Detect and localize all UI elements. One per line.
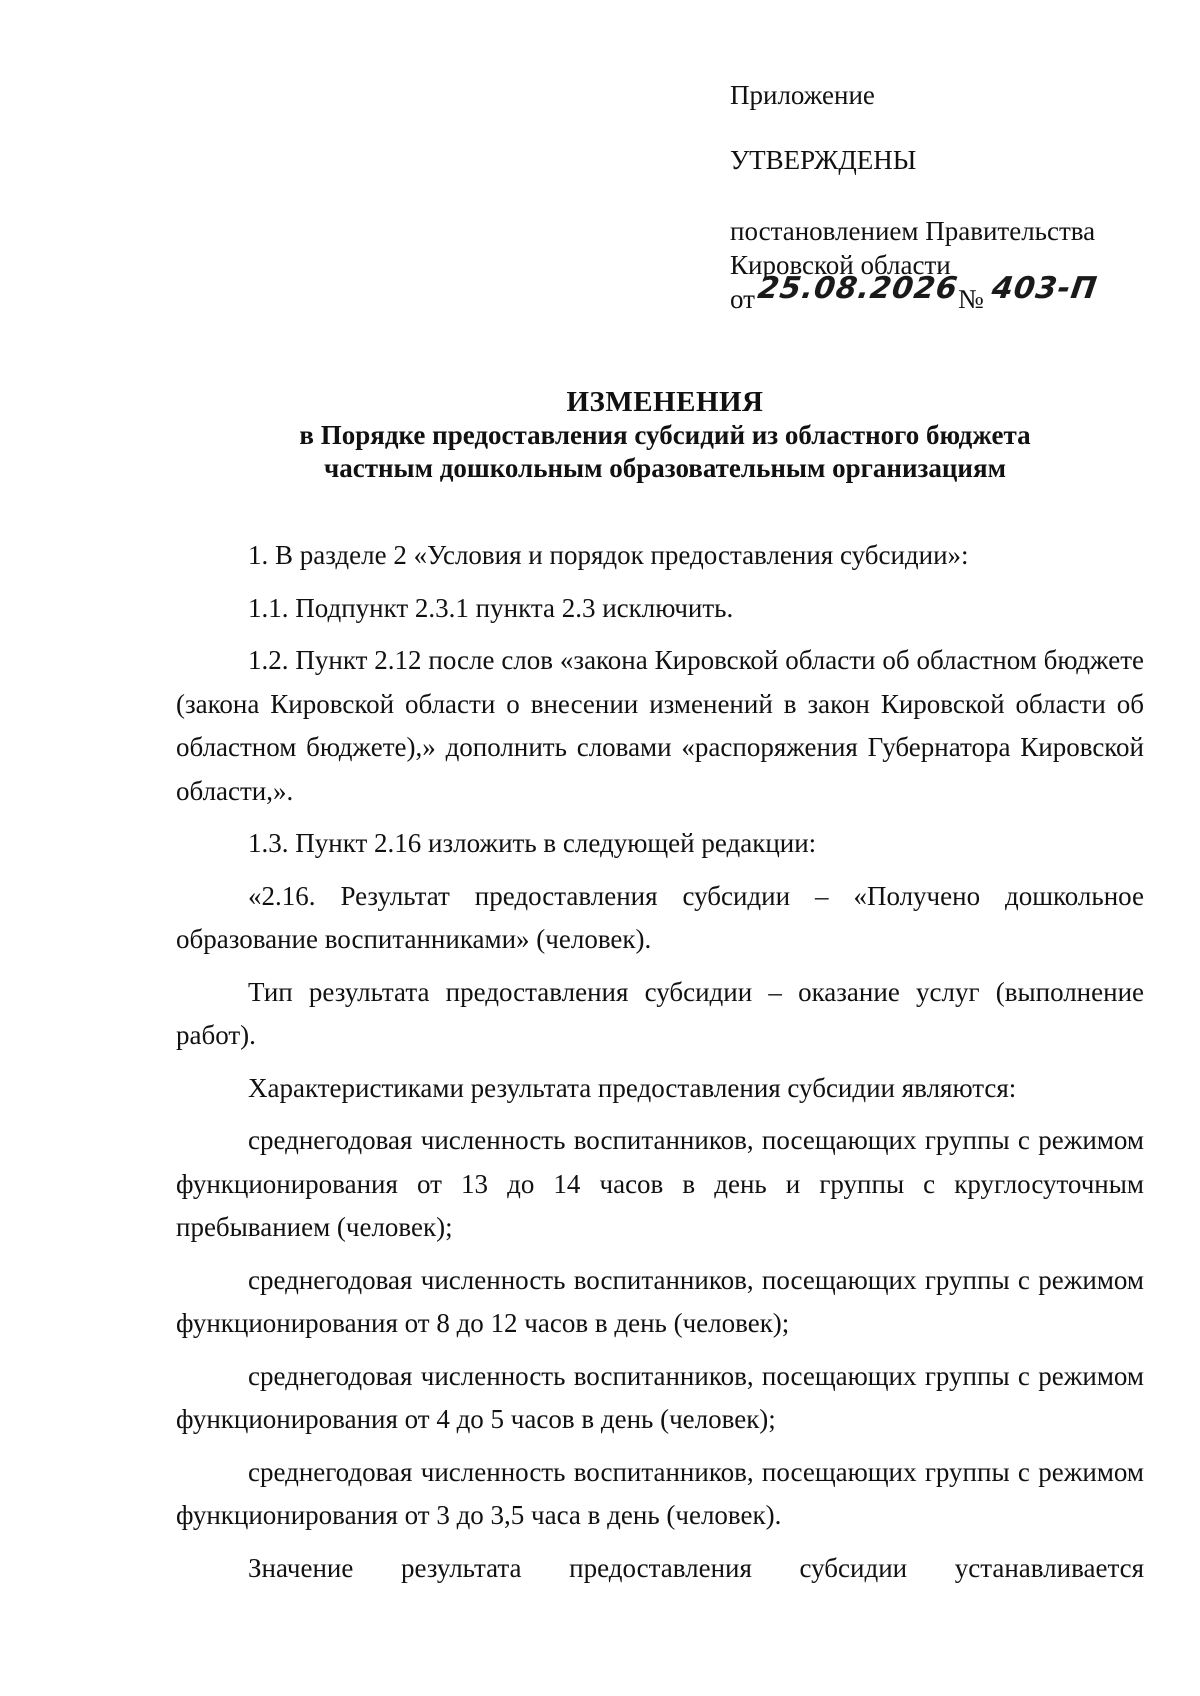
number-prefix: № [958,284,984,314]
paragraph: «2.16. Результат предоставления субсидии – «Получено дошкольное образование воспитанниками» (человек). [176,880,1144,954]
approved-label: УТВЕРЖДЕНЫ [730,145,917,175]
paragraph: среднегодовая численность воспитанников, посещающих группы с режимом функционирования от 13 до 14 часов в день и группы с круглосуточным пребыванием (человек); [176,1125,1144,1242]
handwritten-number: 403-П [989,271,1100,306]
annex-label: Приложение [730,80,875,110]
paragraph: 1.3. Пункт 2.16 изложить в следующей редакции: [248,828,817,858]
title-line-3: частным дошкольным образовательным организациям [324,453,1006,483]
paragraph: Характеристиками результата предоставления субсидии являются: [248,1072,1017,1103]
paragraph: Значение результата предоставления субсидии устанавливается [248,1552,1144,1583]
title-line-2: в Порядке предоставления субсидий из областного бюджета [299,420,1031,450]
paragraph: 1.1. Подпункт 2.3.1 пункта 2.3 исключить. [248,592,734,623]
document-title [150,386,1180,485]
decree-line-1: постановлением Правительства [730,216,1096,246]
paragraph: среднегодовая численность воспитанников, посещающих группы с режимом функционирования от 4 до 5 часов в день (человек); [176,1360,1144,1434]
date-prefix: от [730,284,755,314]
decree-line-2: Кировской области [730,250,951,280]
handwritten-date: 25.08.2026 [755,271,961,306]
title-main: ИЗМЕНЕНИЯ [566,386,764,418]
decree-date-row [730,271,1170,320]
document-body [176,534,1144,1599]
paragraph: Тип результата предоставления субсидии – оказание услуг (выполнение работ). [176,976,1144,1050]
paragraph: среднегодовая численность воспитанников, посещающих группы с режимом функционирования от 3 до 3,5 часа в день (человек). [176,1456,1144,1530]
approval-block [730,78,1170,320]
paragraph: 1. В разделе 2 «Условия и порядок предоставления субсидии»: [248,540,969,570]
paragraph: среднегодовая численность воспитанников, посещающих группы с режимом функционирования от 8 до 12 часов в день (человек); [176,1264,1144,1338]
paragraph: 1.2. Пункт 2.12 после слов «закона Кировской области об областном бюджете (закона Кировской области о внесении изменений в закон Кировской области об областном бюджете),» дополнить словами «распоряжения Губернатора Кировской области,». [176,645,1144,806]
